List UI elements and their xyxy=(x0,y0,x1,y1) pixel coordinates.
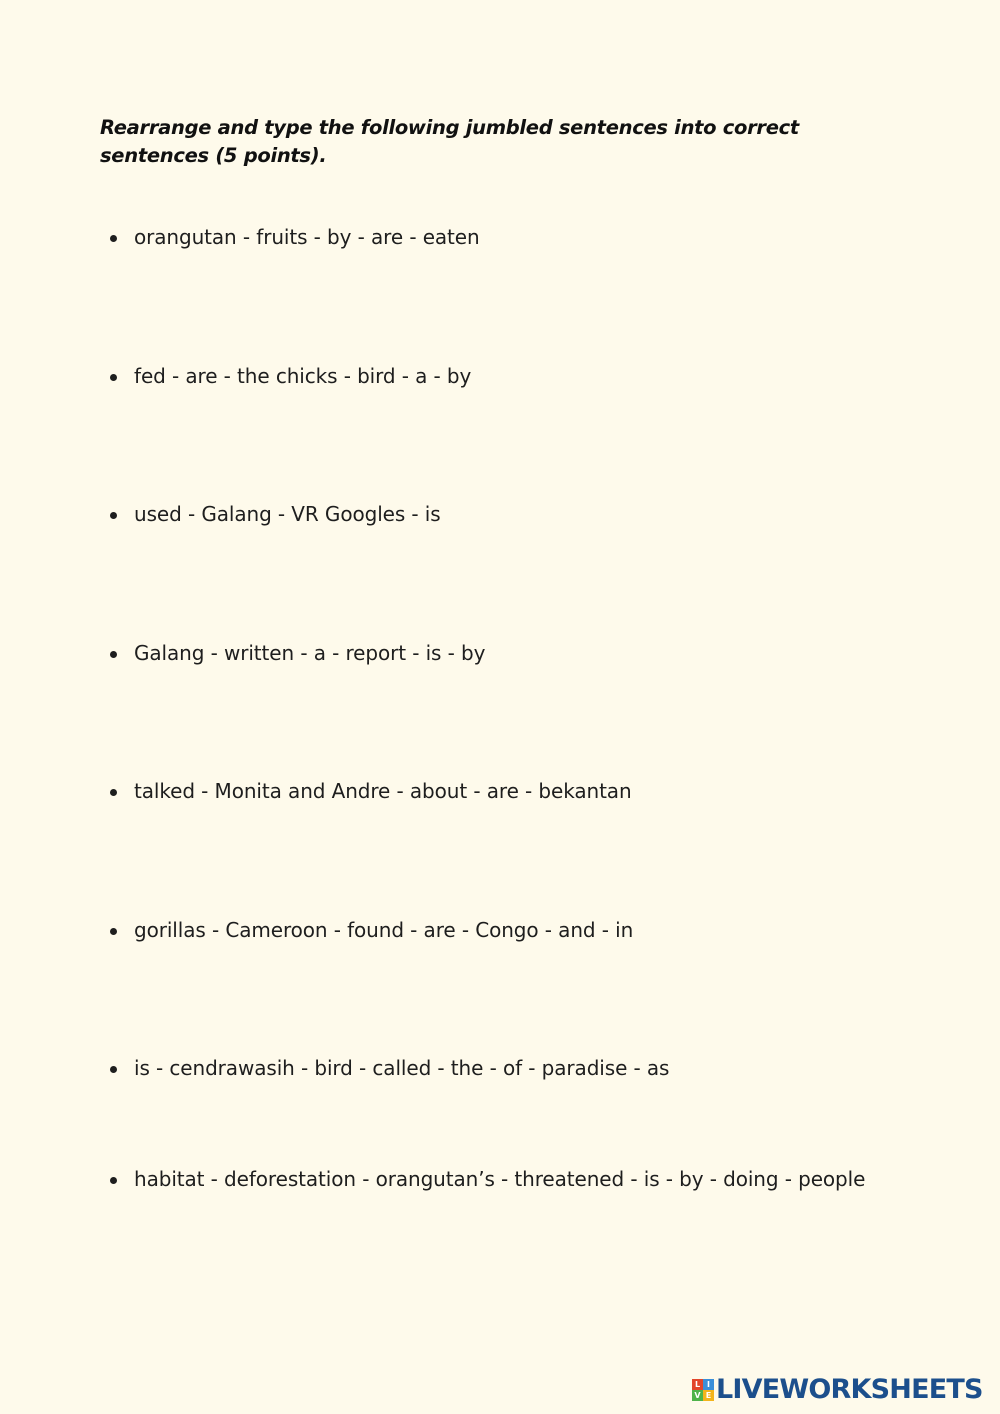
jumbled-sentence: Galang - written - a - report - is - by xyxy=(134,641,486,665)
instruction-heading: Rearrange and type the following jumbled sentences into correct sentences (5 points). xyxy=(100,116,799,167)
list-item xyxy=(110,500,441,528)
list-item xyxy=(110,223,480,251)
jumbled-sentence: fed - are - the chicks - bird - a - by xyxy=(134,364,472,388)
bullet-icon xyxy=(110,928,117,935)
bullet-icon xyxy=(110,374,117,381)
list-item xyxy=(110,362,471,390)
jumbled-sentence: is - cendrawasih - bird - called - the - of - paradise - as xyxy=(134,1056,670,1080)
bullet-icon xyxy=(110,235,117,242)
jumbled-sentence: gorillas - Cameroon - found - are - Congo - and - in xyxy=(134,918,634,942)
list-item xyxy=(110,639,485,667)
liveworksheets-logo xyxy=(692,1375,983,1405)
bullet-icon xyxy=(110,651,117,658)
jumbled-sentence: orangutan - fruits - by - are - eaten xyxy=(134,225,480,249)
bullet-icon xyxy=(110,1177,117,1184)
bullet-icon xyxy=(110,512,117,519)
bullet-icon xyxy=(110,1066,117,1073)
jumbled-sentence: talked - Monita and Andre - about - are - bekantan xyxy=(134,779,632,803)
jumbled-sentence: used - Galang - VR Googles - is xyxy=(134,502,441,526)
jumbled-sentence: habitat - deforestation - orangutan’s - threatened - is - by - doing - people xyxy=(134,1167,866,1191)
bullet-icon xyxy=(110,789,117,796)
logo-text: LIVEWORKSHEETS xyxy=(716,1374,983,1405)
liveworksheets-logo-icon: L I V E xyxy=(692,1379,714,1401)
list-item xyxy=(110,1165,865,1193)
list-item xyxy=(110,777,632,805)
list-item xyxy=(110,916,633,944)
list-item xyxy=(110,1054,669,1082)
